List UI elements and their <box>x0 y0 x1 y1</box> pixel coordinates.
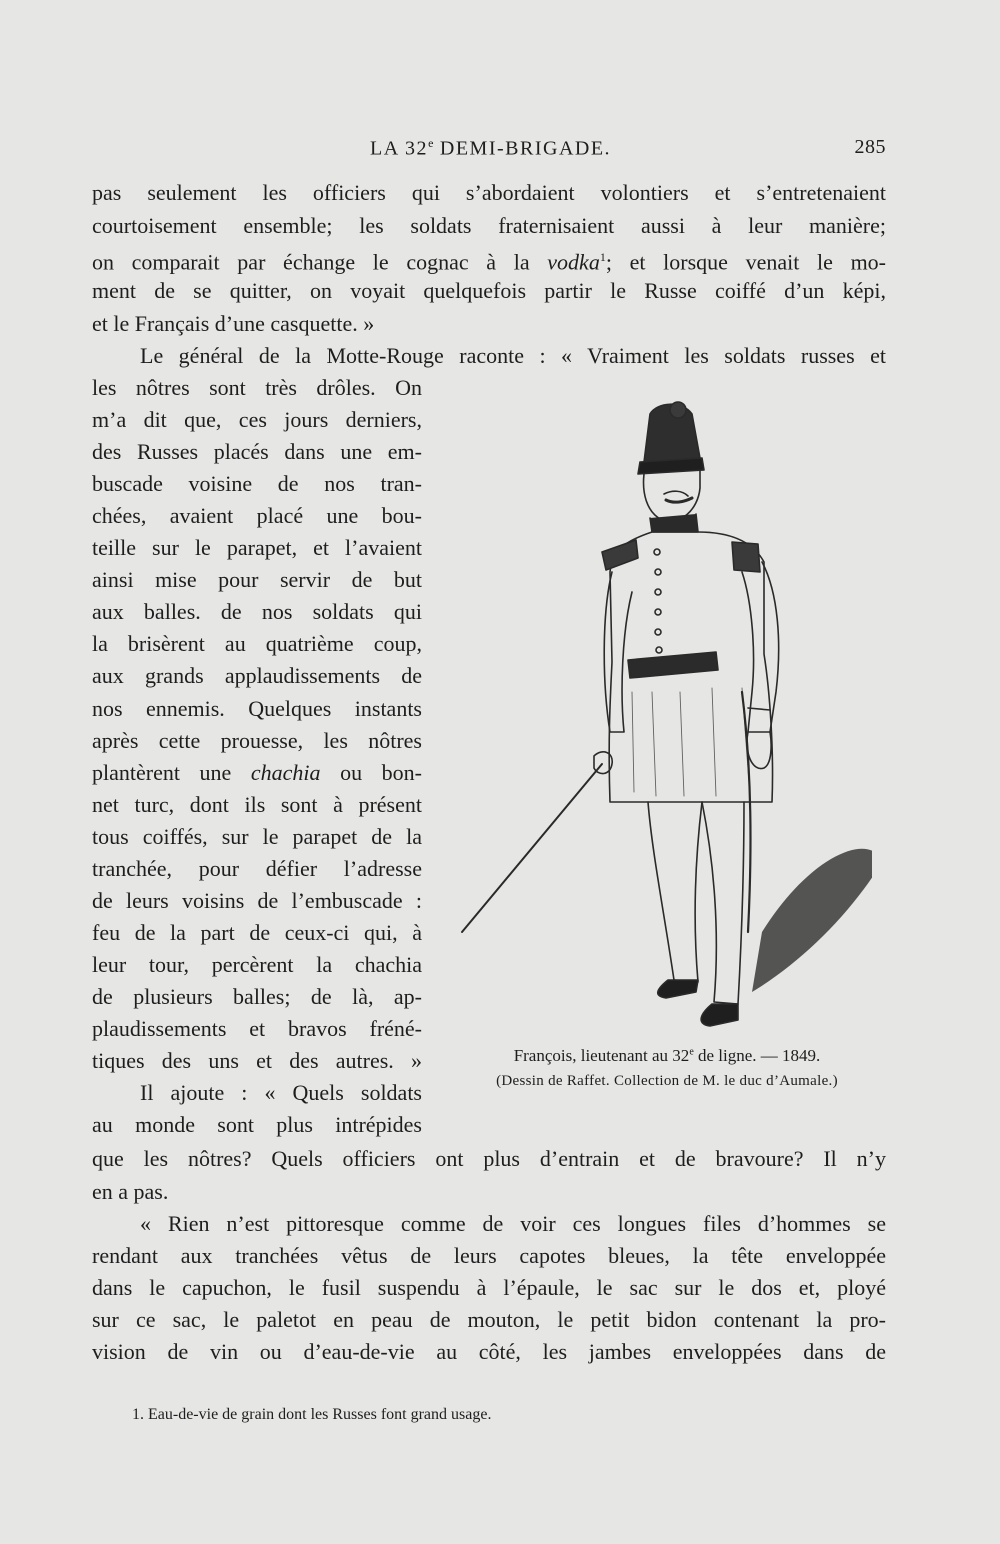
text-line: ainsi mise pour servir de but <box>92 567 422 592</box>
text-line: en a pas. <box>92 1179 169 1204</box>
text-line: vision de vin ou d’eau-de-vie au côté, les jambes enveloppées dans de <box>92 1339 886 1364</box>
footnote-ref[interactable]: 1 <box>599 250 606 264</box>
text-line: sur ce sac, le paletot en peau de mouton, le petit bidon contenant la pro- <box>92 1307 886 1332</box>
text-line: courtoisement ensemble; les soldats fraternisaient aussi à leur manière; <box>92 213 886 238</box>
figure-caption: François, lieutenant au 32e de ligne. — 1849. <box>513 1046 821 1065</box>
text-line: nos ennemis. Quelques instants <box>92 696 422 721</box>
text-line: « Rien n’est pittoresque comme de voir ces longues files d’hommes se <box>140 1211 886 1236</box>
text-line: ment de se quitter, on voyait quelquefois partir le Russe coiffé d’un képi, <box>92 278 886 303</box>
text-line: aux balles. de nos soldats qui <box>92 599 422 624</box>
text-line: tranchée, pour défier l’adresse <box>92 856 422 881</box>
text-line: leur tour, percèrent la chachia <box>92 952 422 977</box>
text-line: teille sur le parapet, et l’avaient <box>92 535 422 560</box>
soldier-illustration <box>452 392 872 1042</box>
footnote: 1. Eau-de-vie de grain dont les Russes font grand usage. <box>132 1406 492 1423</box>
text-line: de plusieurs balles; de là, ap- <box>92 984 422 1009</box>
text-line: après cette prouesse, les nôtres <box>92 728 422 753</box>
text-line: feu de la part de ceux-ci qui, à <box>92 920 422 945</box>
vodka-italic: vodka <box>547 249 600 275</box>
running-title: LA 32e DEMI-BRIGADE. <box>370 136 612 160</box>
figure-credit: (Dessin de Raffet. Collection de M. le duc d’Aumale.) <box>496 1073 838 1089</box>
text-line: chées, avaient placé une bou- <box>92 503 422 528</box>
text-line: au monde sont plus intrépides <box>92 1112 422 1137</box>
text-line: buscade voisine de nos tran- <box>92 471 422 496</box>
text-line: aux grands applaudissements de <box>92 663 422 688</box>
text-line: Il ajoute : « Quels soldats <box>140 1080 422 1105</box>
text-line: on comparait par échange le cognac à la vodka$^1$; et lorsque venait le mo- <box>92 249 887 275</box>
chachia-italic: chachia <box>250 760 321 785</box>
text-line: des Russes placés dans une em- <box>92 439 422 464</box>
page-number: 285 <box>854 136 886 158</box>
text-line: les nôtres sont très drôles. On <box>92 375 422 400</box>
soldier-illustration-icon <box>452 392 872 1042</box>
text-line: dans le capuchon, le fusil suspendu à l’épaule, le sac sur le dos et, ployé <box>92 1275 886 1300</box>
running-head <box>92 136 886 166</box>
text-line: tiques des uns et des autres. » <box>92 1048 422 1073</box>
text-line: tous coiffés, sur le parapet de la <box>92 824 422 849</box>
text-line: m’a dit que, ces jours derniers, <box>92 407 422 432</box>
text-line: net turc, dont ils sont à présent <box>92 792 422 817</box>
text-line: la brisèrent au quatrième coup, <box>92 631 422 656</box>
text-line: plaudissements et bravos fréné- <box>92 1016 422 1041</box>
text-line: de leurs voisins de l’embuscade : <box>92 888 422 913</box>
text-line: Le général de la Motte-Rouge raconte : « Vraiment les soldats russes et <box>140 343 886 368</box>
text-line: plantèrent une chachia ou bon- <box>92 760 422 785</box>
text-line: rendant aux tranchées vêtus de leurs capotes bleues, la tête enveloppée <box>92 1243 886 1268</box>
text-line: que les nôtres? Quels officiers ont plus d’entrain et de bravoure? Il n’y <box>92 1146 886 1171</box>
text-line: et le Français d’une casquette. » <box>92 311 375 336</box>
text-line: pas seulement les officiers qui s’abordaient volontiers et s’entretenaient <box>92 180 886 205</box>
